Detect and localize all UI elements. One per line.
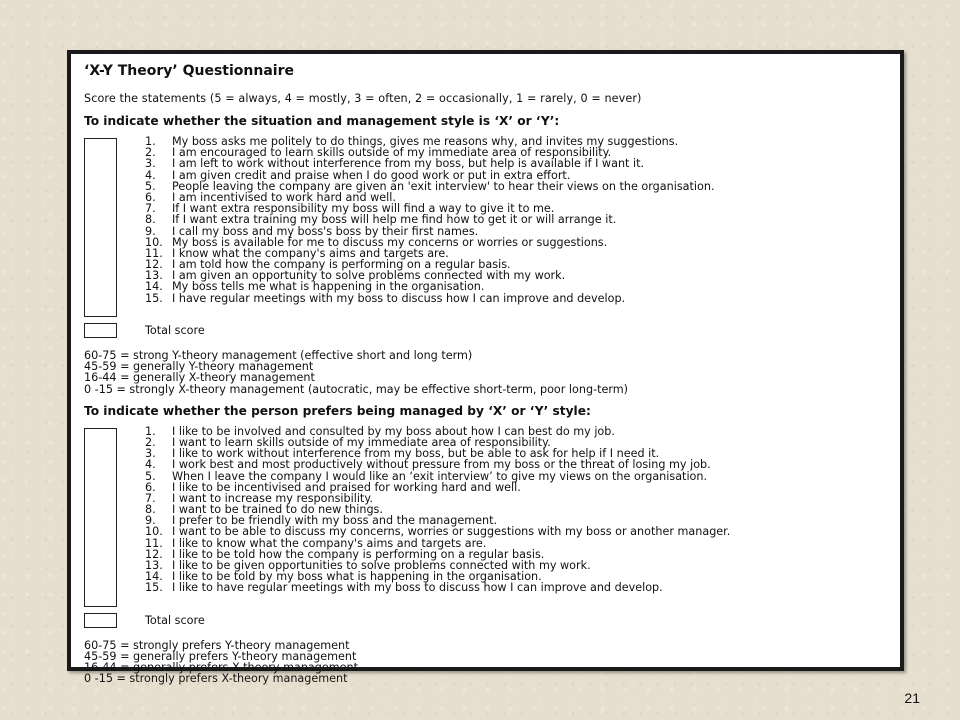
statement-text: I like to work without interference from my boss, but be able to ask for help if I need it. <box>172 447 660 461</box>
section-situation <box>84 114 890 395</box>
statement-number: 8. <box>145 503 156 517</box>
section-preference <box>84 404 890 685</box>
score-entry-box[interactable] <box>84 138 117 317</box>
statement-text: I call my boss and my boss's boss by their first names. <box>172 224 479 238</box>
statement-number: 8. <box>145 213 156 227</box>
statement-text: I work best and most productively without pressure from my boss or the threat of losing my job. <box>172 458 711 472</box>
score-entry-box[interactable] <box>84 428 117 607</box>
statement-list <box>145 426 730 594</box>
slide-page-number: 21 <box>904 690 920 706</box>
statement-text: If I want extra training my boss will help me find how to get it or will arrange it. <box>172 213 617 227</box>
statement-number: 5. <box>145 469 156 483</box>
statement-number: 1. <box>145 424 156 438</box>
statement-text: When I leave the company I would like an ‘exit interview’ to give my views on the organisation. <box>172 469 708 483</box>
statement-number: 10. <box>145 525 163 539</box>
statement-list <box>145 136 715 304</box>
score-range-item: 16-44 = generally X-theory management <box>84 371 315 385</box>
statement-number: 3. <box>145 157 156 171</box>
statement-text: I know what the company's aims and targets are. <box>172 246 449 260</box>
statement-number: 13. <box>145 559 163 572</box>
statement-number: 10. <box>145 235 163 249</box>
statement-text: I am given an opportunity to solve problems connected with my work. <box>172 269 566 283</box>
statement-text: I am told how the company is performing on a regular basis. <box>172 258 511 272</box>
statement-number: 12. <box>145 547 163 561</box>
statement-item <box>145 582 730 593</box>
statement-number: 9. <box>145 224 156 238</box>
statement-text: If I want extra responsibility my boss will find a way to give it to me. <box>172 202 555 216</box>
statement-number: 11. <box>145 246 163 260</box>
statement-text: I am given credit and praise when I do good work or put in extra effort. <box>172 168 571 182</box>
statement-number: 2. <box>145 435 156 449</box>
statement-text: I am incentivised to work hard and well. <box>172 190 396 204</box>
score-range-item: 16-44 = generally prefers X-theory management <box>84 661 359 675</box>
statement-number: 2. <box>145 146 156 160</box>
statement-number: 9. <box>145 514 156 528</box>
total-score-label: Total score <box>145 324 205 337</box>
statement-text: My boss is available for me to discuss my concerns or worries or suggestions. <box>172 235 608 249</box>
statements-block <box>84 420 890 606</box>
total-score-label: Total score <box>145 613 205 627</box>
section-heading: To indicate whether the person prefers being managed by ‘X’ or ‘Y’ style: <box>84 403 591 418</box>
statement-text: I like to be given opportunities to solve problems connected with my work. <box>172 559 591 572</box>
statement-text: I like to know what the company's aims and targets are. <box>172 536 487 550</box>
statement-text: I have regular meetings with my boss to discuss how I can improve and develop. <box>172 291 626 305</box>
total-score-box[interactable] <box>84 613 117 628</box>
score-range-item: 60-75 = strongly prefers Y-theory management <box>84 638 350 652</box>
statement-number: 7. <box>145 491 156 505</box>
statement-number: 14. <box>145 280 163 294</box>
statement-number: 6. <box>145 480 156 494</box>
statement-number: 1. <box>145 135 156 148</box>
statement-number: 4. <box>145 458 156 472</box>
statement-text: I am encouraged to learn skills outside of my immediate area of responsibility. <box>172 146 612 160</box>
statement-text: I like to be told how the company is performing on a regular basis. <box>172 547 545 561</box>
statement-text: I prefer to be friendly with my boss and the management. <box>172 514 498 528</box>
statement-text: People leaving the company are given an 'exit interview' to hear their views on the organisation. <box>172 179 715 193</box>
statement-number: 11. <box>145 536 163 550</box>
document-title: ‘X-Y Theory’ Questionnaire <box>84 63 294 79</box>
statement-text: I like to be told by my boss what is happening in the organisation. <box>172 570 542 584</box>
statement-number: 4. <box>145 168 156 182</box>
statement-number: 15. <box>145 581 163 595</box>
statement-text: I am left to work without interference from my boss, but help is available if I want it. <box>172 157 645 171</box>
statement-item <box>145 293 715 304</box>
statement-text: I like to be incentivised and praised for working hard and well. <box>172 480 521 494</box>
questionnaire-document <box>84 63 890 685</box>
statement-text: I want to be trained to do new things. <box>172 503 383 517</box>
score-range-item: 60-75 = strong Y-theory management (effective short and long term) <box>84 349 473 362</box>
statement-number: 15. <box>145 291 163 305</box>
total-score-row <box>84 612 890 632</box>
statement-number: 7. <box>145 202 156 216</box>
score-ranges <box>84 350 890 395</box>
score-range-item: 45-59 = generally prefers Y-theory management <box>84 649 357 663</box>
statement-text: I want to be able to discuss my concerns, worries or suggestions with my boss or another manager. <box>172 525 731 539</box>
statement-number: 5. <box>145 179 156 193</box>
score-range-item: 0 -15 = strongly prefers X-theory management <box>84 672 348 686</box>
section-heading: To indicate whether the situation and management style is ‘X’ or ‘Y’: <box>84 114 560 128</box>
statement-number: 14. <box>145 570 163 584</box>
score-ranges <box>84 640 890 685</box>
score-range-item: 45-59 = generally Y-theory management <box>84 360 314 374</box>
slide-frame <box>67 50 904 686</box>
statement-number: 13. <box>145 269 163 283</box>
statement-number: 3. <box>145 447 156 461</box>
statement-text: I like to have regular meetings with my boss to discuss how I can improve and develop. <box>172 581 663 595</box>
scoring-instruction: Score the statements (5 = always, 4 = mostly, 3 = often, 2 = occasionally, 1 = rarely, 0 = never) <box>84 92 642 105</box>
total-score-row <box>84 322 890 342</box>
score-range-item: 0 -15 = strongly X-theory management (autocratic, may be effective short-term, poor long-term) <box>84 382 629 396</box>
total-score-box[interactable] <box>84 323 117 338</box>
statement-text: My boss tells me what is happening in the organisation. <box>172 280 485 294</box>
statement-text: I want to learn skills outside of my immediate area of responsibility. <box>172 435 551 449</box>
statement-text: I want to increase my responsibility. <box>172 491 373 505</box>
statement-number: 12. <box>145 258 163 272</box>
statement-text: I like to be involved and consulted by my boss about how I can best do my job. <box>172 424 615 438</box>
statement-text: My boss asks me politely to do things, gives me reasons why, and invites my suggestions. <box>172 135 679 148</box>
statements-block <box>84 130 890 316</box>
statement-number: 6. <box>145 190 156 204</box>
